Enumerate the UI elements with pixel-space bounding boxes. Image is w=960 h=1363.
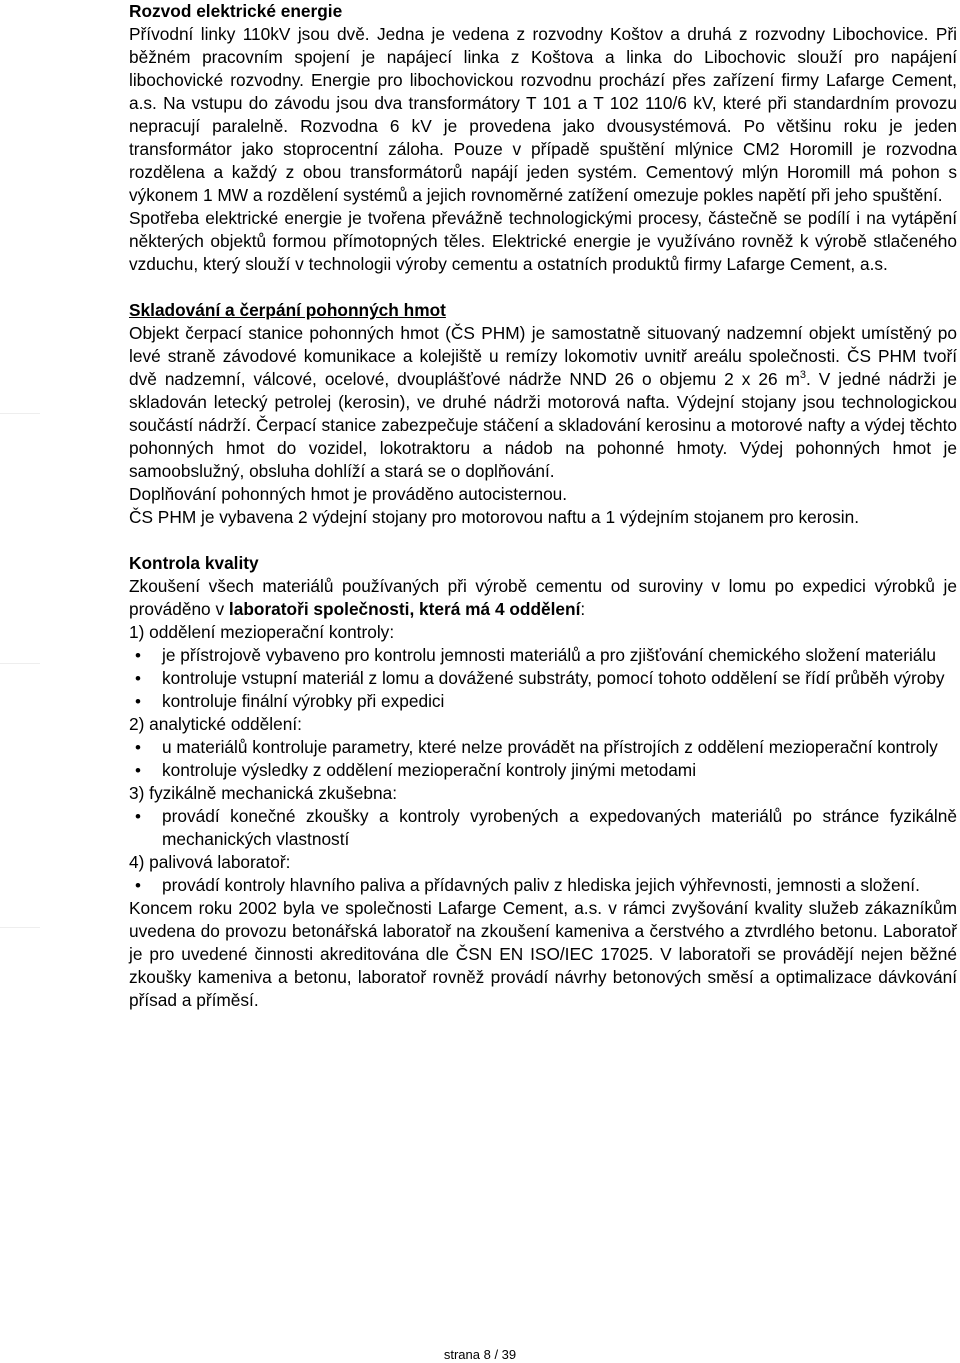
dept-4-label: 4) palivová laboratoř: [129, 852, 291, 872]
dept-1-list [129, 644, 957, 713]
dept-3-label: 3) fyzikálně mechanická zkušebna: [129, 783, 397, 803]
dept-2-list [129, 736, 957, 782]
section-title-fuel: Skladování a čerpání pohonných hmot [129, 300, 446, 320]
quality-intro: Zkoušení všech materiálů používaných při výrobě cementu od suroviny v lomu po expedici výrobků je prováděno v laboratoři společnosti, která má 4 oddělení: [129, 576, 957, 619]
document-body [129, 0, 957, 1012]
quality-closing: Koncem roku 2002 byla ve společnosti Lafarge Cement, a.s. v rámci zvyšování kvality služeb zákazníkům uvedena do provozu betonářská laboratoř na zkoušení kameniva a čerstvého a ztvrdlého betonu. Laboratoř je pro uvedené činnosti akreditována dle ČSN EN ISO/IEC 17025. V laboratoři se provádějí nejen běžné zkoušky kameniva a betonu, laboratoř rovněž provádí návrhy betonových směsí a optimalizace dávkování přísad a příměsí. [129, 898, 957, 1010]
fuel-paragraph-1: Objekt čerpací stanice pohonných hmot (ČS PHM) je samostatně situovaný nadzemní objekt umístěný po levé straně závodové komunikace a kolejiště u remízy lokomotiv uvnitř areálu společnosti. ČS PHM tvoří dvě nadzemní, válcové, ocelové, dvouplášťové nádrže NND 26 o objemu 2 x 26 $m^3$. V jedné nádrži je skladován letecký petrolej (kerosin), ve druhé nádrži motorová nafta. Výdejní stojany jsou technologickou součástí nádrží. Čerpací stanice zabezpečuje stáčení a skladování kerosinu a motorové nafty a výdej těchto pohonných hmot do vozidel, lokotraktoru a nádob na pohonné hmoty. Výdej pohonných hmot je samoobslužný, obsluha dohlíží a stará se o doplňování. [129, 323, 957, 481]
list-item: • u materiálů kontroluje parametry, které nelze provádět na přístrojích z oddělení mezioperační kontroly [129, 736, 957, 759]
page-number: strana 8 / 39 [443, 1347, 517, 1362]
dept-4-list [129, 874, 957, 897]
power-paragraph-2: Spotřeba elektrické energie je tvořena převážně technologickými procesy, částečně se podílí i na vytápění některých objektů formou přímotopných těles. Elektrické energie je využíváno rovněž k výrobě stlačeného vzduchu, který slouží v technologii výroby cementu a ostatních produktů firmy Lafarge Cement, a.s. [129, 208, 957, 274]
dept-3-list [129, 805, 957, 851]
margin-mark [0, 663, 40, 664]
list-item: • provádí kontroly hlavního paliva a přídavných paliv z hlediska jejich výhřevnosti, jemnosti a složení. [129, 874, 957, 897]
margin-mark [0, 927, 40, 928]
fuel-paragraph-3: ČS PHM je vybavena 2 výdejní stojany pro motorovou naftu a 1 výdejním stojanem pro kerosin. [129, 507, 860, 527]
list-item: • kontroluje finální výrobky při expedici [129, 690, 957, 713]
dept-1-label: 1) oddělení mezioperační kontroly: [129, 622, 395, 642]
margin-mark [0, 413, 40, 414]
fuel-paragraph-2: Doplňování pohonných hmot je prováděno autocisternou. [129, 484, 568, 504]
power-paragraph-1: Přívodní linky 110kV jsou dvě. Jedna je vedena z rozvodny Koštov a druhá z rozvodny Libochovice. Při běžném pracovním spojení je napájecí linka z Koštova a linka do Libochovic slouží pro napájení libochovické rozvodny. Energie pro libochovickou rozvodnu prochází přes zařízení firmy Lafarge Cement, a.s. Na vstupu do závodu jsou dva transformátory T 101 a T 102 110/6 kV, které při standardním provozu nepracují paralelně. Rozvodna 6 kV je provedena jako dvousystémová. Po většinu roku je jeden transformátor jako stoprocentní záloha. Pouze v případě spuštění mlýnice CM2 Horomill je rozvodna rozdělena a každý z obou transformátorů napájí jeden systém. Cementový mlýn Horomill má pohon s výkonem 1 MW a rozdělení systémů a jejich rovnoměrné zatížení omezuje pokles napětí při jeho spuštění. [129, 24, 957, 205]
section-title-power: Rozvod elektrické energie [129, 1, 343, 21]
list-item: • kontroluje vstupní materiál z lomu a dovážené substráty, pomocí tohoto oddělení se řídí průběh výroby [129, 667, 957, 690]
dept-2-label: 2) analytické oddělení: [129, 714, 302, 734]
list-item: • je přístrojově vybaveno pro kontrolu jemnosti materiálů a pro zjišťování chemického složení materiálu [129, 644, 957, 667]
section-title-quality: Kontrola kvality [129, 553, 259, 573]
list-item: • kontroluje výsledky z oddělení mezioperační kontroly jinými metodami [129, 759, 957, 782]
list-item: • provádí konečné zkoušky a kontroly vyrobených a expedovaných materiálů po stránce fyzikálně mechanických vlastností [129, 805, 957, 851]
